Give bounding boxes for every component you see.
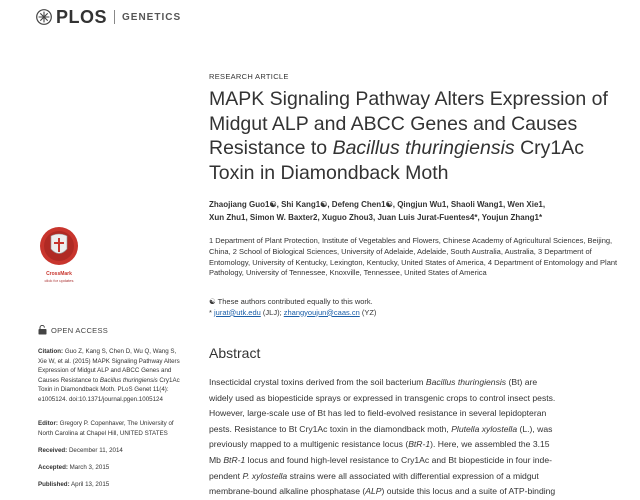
abstract-line: widely used as biopesticide sprays or expressed in transgenic crops to control insect pests. xyxy=(209,392,556,403)
corresponding-authors: * jurat@utk.edu (JLJ); zhangyoujun@caas.cn (YZ) xyxy=(209,307,377,317)
published-date: Published: April 13, 2015 xyxy=(38,481,110,488)
logo-divider xyxy=(114,10,115,24)
article-title xyxy=(209,87,619,185)
affiliations: 1 Department of Plant Protection, Institute of Vegetables and Flowers, Chinese Academy of Agricultural Sciences, Beijing, China, 2 School of Biological Sciences, University of Adelaide, Adelaide, South Australia, Australia, 3 Department of Entomology, University of Kentucky, Lexington, Kentucky, United States of America, 4 Department of Entomology and Plant Pathology, University of Tennessee, Knoxville, Tennessee, United States of America xyxy=(209,236,618,278)
email-link[interactable]: jurat@utk.edu xyxy=(214,307,261,317)
crossmark-icon xyxy=(38,225,80,267)
abstract-heading: Abstract xyxy=(209,345,261,361)
crossmark-label: CrossMark xyxy=(46,271,72,277)
abstract-body xyxy=(209,375,614,500)
title-line: MAPK Signaling Pathway Alters Expression of xyxy=(209,88,608,110)
email-link[interactable]: zhangyoujun@caas.cn xyxy=(283,307,360,317)
plos-star-icon xyxy=(36,9,52,25)
abstract-line: membrane-bound alkaline phosphatase (ALP) outside this locus and a suite of ATP-binding xyxy=(209,486,556,497)
title-line: Toxin in Diamondback Moth xyxy=(209,161,449,184)
title-line: Resistance to Bacillus thuringiensis Cry1Ac xyxy=(209,137,585,159)
journal-name: GENETICS xyxy=(122,11,182,23)
author-line[interactable]: Xun Zhu1, Simon W. Baxter2, Xuguo Zhou3, Juan Luis Jurat-Fuentes4*, Youjun Zhang1* xyxy=(209,212,543,222)
open-lock-icon xyxy=(38,325,47,335)
abstract-line: Insecticidal crystal toxins derived from the soil bacterium Bacillus thuringiensis (Bt) are xyxy=(209,377,538,387)
publisher-name: PLOS xyxy=(56,6,108,27)
accepted-date: Accepted: March 3, 2015 xyxy=(38,464,110,471)
open-access-label: OPEN ACCESS xyxy=(51,325,109,335)
plos-logo[interactable] xyxy=(36,7,181,27)
author-notes xyxy=(209,297,619,318)
abstract-line: However, large-scale use of Bt has led to field-evolved resistance in several lepidopteran xyxy=(209,408,547,419)
abstract-line: previously mapped to a multigenic resistance locus (BtR-1). Here, we assembled the 3.15 xyxy=(209,439,550,450)
equal-contribution-note: ☯ These authors contributed equally to this work. xyxy=(209,297,373,306)
abstract-line: pests. Resistance to Bt Cry1Ac toxin in the diamondback moth, Plutella xylostella (L.), was xyxy=(209,423,553,434)
editor-block: Editor: Gregory P. Copenhaver, The University of North Carolina at Chapel Hill, UNITED STATES xyxy=(38,420,174,437)
open-access-badge xyxy=(38,325,108,335)
received-date: Received: December 11, 2014 xyxy=(38,447,123,454)
abstract-line: Mb BtR-1 locus and found high-level resistance to Cry1Ac and Bt biopesticide in four inde- xyxy=(209,454,552,465)
citation-block: Citation: Guo Z, Kang S, Chen D, Wu Q, Wang S, Xie W, et al. (2015) MAPK Signaling Pathway Alters Expression of Midgut ALP and ABCC Genes and Causes Resistance to Bacillus thuringiensis Cry1Ac Toxin in Diamondback Moth. PLoS Genet 11(4): e1005124. doi:10.1371/journal.pgen.1005124 xyxy=(38,348,180,403)
abstract-line: pendent P. xylostella strains were all associated with differential expression of a midgut xyxy=(209,470,539,481)
crossmark-caption: click for updates xyxy=(44,278,74,283)
author-list[interactable] xyxy=(209,199,619,224)
crossmark-badge[interactable] xyxy=(38,225,80,283)
author-line[interactable]: Zhaojiang Guo1☯, Shi Kang1☯, Defeng Chen1☯, Qingjun Wu1, Shaoli Wang1, Wen Xie1, xyxy=(209,200,546,209)
article-type: RESEARCH ARTICLE xyxy=(209,72,289,81)
title-line: Midgut ALP and ABCC Genes and Causes xyxy=(209,112,578,135)
